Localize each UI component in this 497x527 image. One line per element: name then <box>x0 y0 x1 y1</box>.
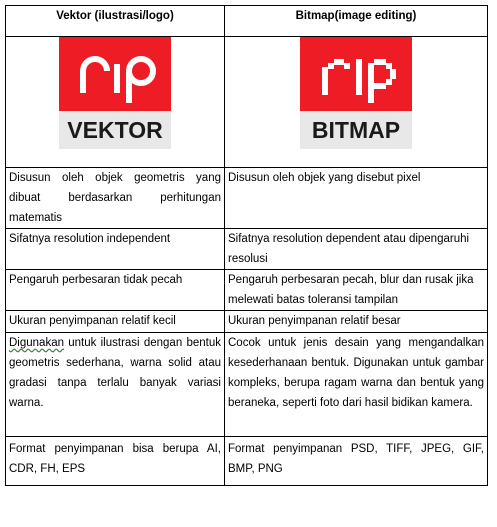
logo-label-vektor: VEKTOR <box>67 117 163 143</box>
header-row <box>6 6 488 37</box>
logo-cell-bitmap <box>225 37 488 168</box>
cell-vektor <box>6 333 225 437</box>
cell-bitmap: Format penyimpanan PSD, TIFF, JPEG, GIF, BMP, PNG <box>225 437 488 486</box>
table-row <box>6 168 488 229</box>
comparison-table <box>5 5 488 486</box>
cell-bitmap: Sifatnya resolution dependent atau dipengaruhi resolusi <box>225 229 488 270</box>
cell-bitmap: Pengaruh perbesaran pecah, blur dan rusak jika melewati batas toleransi tampilan <box>225 270 488 311</box>
cell-vektor-lead: Digunakan <box>9 337 64 349</box>
table-row <box>6 270 488 311</box>
cell-vektor: Sifatnya resolution independent <box>6 229 225 270</box>
rip-glyph-icon <box>300 37 412 111</box>
logo-cell-vektor <box>6 37 225 168</box>
cell-vektor-rest: untuk ilustrasi dengan bentuk geometris sederhana, warna solid atau gradasi tanpa terlalu banyak variasi warna. <box>9 337 221 409</box>
cell-bitmap: Ukuran penyimpanan relatif besar <box>225 311 488 333</box>
bitmap-logo <box>300 37 412 149</box>
vektor-logo <box>59 37 171 149</box>
logo-row <box>6 37 488 168</box>
header-bitmap: Bitmap(image editing) <box>225 6 488 37</box>
logo-red-panel <box>300 37 412 111</box>
table-row <box>6 311 488 333</box>
cell-bitmap: Disusun oleh objek yang disebut pixel <box>225 168 488 229</box>
cell-vektor: Pengaruh perbesaran tidak pecah <box>6 270 225 311</box>
header-vektor: Vektor (ilustrasi/logo) <box>6 6 225 37</box>
logo-red-panel <box>59 37 171 111</box>
cell-vektor: Ukuran penyimpanan relatif kecil <box>6 311 225 333</box>
table-row <box>6 229 488 270</box>
cell-vektor: Format penyimpanan bisa berupa AI, CDR, FH, EPS <box>6 437 225 486</box>
table-row <box>6 437 488 486</box>
cell-vektor: Disusun oleh objek geometris yang dibuat berdasarkan perhitungan matematis <box>6 168 225 229</box>
table-row <box>6 333 488 437</box>
logo-label-bitmap: BITMAP <box>311 117 401 143</box>
cell-bitmap: Cocok untuk jenis desain yang mengandalkan kesederhanaan bentuk. Digunakan untuk gambar kompleks, berupa ragam warna dan bentuk yang beraneka, seperti foto dari hasil bidikan kamera. <box>225 333 488 437</box>
rip-glyph-icon <box>59 37 171 111</box>
